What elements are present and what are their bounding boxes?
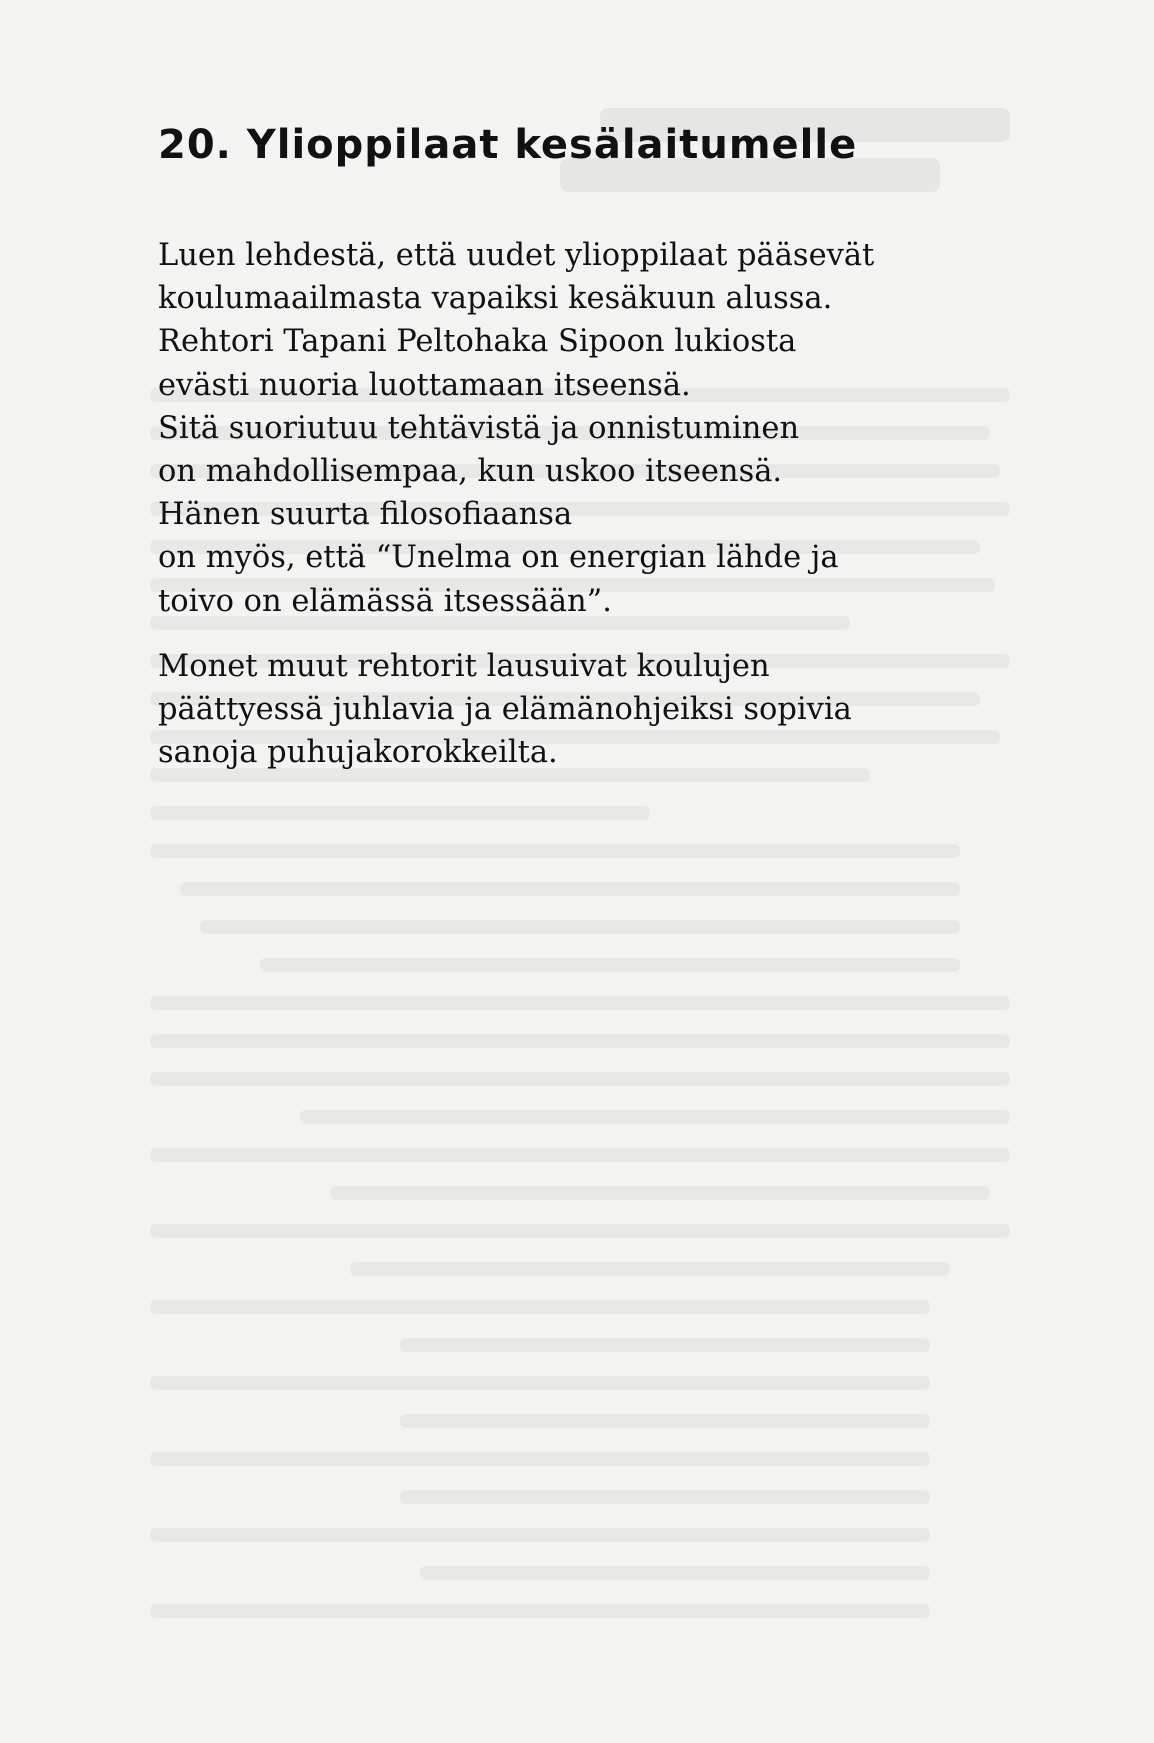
text-line: Hänen suurta filosofiaansa — [158, 497, 573, 533]
text-line: on myös, että “Unelma on energian lähde ja — [158, 540, 839, 576]
text-line: Luen lehdestä, että uudet ylioppilaat pääsevät — [158, 238, 875, 273]
text-line: on mahdollisempaa, kun uskoo itseensä. — [158, 454, 783, 490]
article-paragraph-1 — [158, 234, 958, 623]
text-line: toivo on elämässä itsessään”. — [158, 583, 612, 619]
text-line: Rehtori Tapani Peltohaka Sipoon lukiosta — [158, 324, 797, 360]
text-line: sanoja puhujakorokkeilta. — [158, 735, 558, 771]
text-line: Monet muut rehtorit lausuivat koulujen — [158, 648, 770, 684]
text-line: evästi nuoria luottamaan itseensä. — [158, 367, 691, 403]
text-line: koulumaailmasta vapaiksi kesäkuun alussa. — [158, 281, 833, 317]
article — [158, 122, 958, 774]
article-paragraph-2 — [158, 645, 958, 775]
text-line: päättyessä juhlavia ja elämänohjeiksi sopivia — [158, 692, 852, 728]
article-title: 20. Ylioppilaat kesälaitumelle — [158, 122, 858, 168]
text-line: Sitä suoriutuu tehtävistä ja onnistuminen — [158, 410, 800, 446]
